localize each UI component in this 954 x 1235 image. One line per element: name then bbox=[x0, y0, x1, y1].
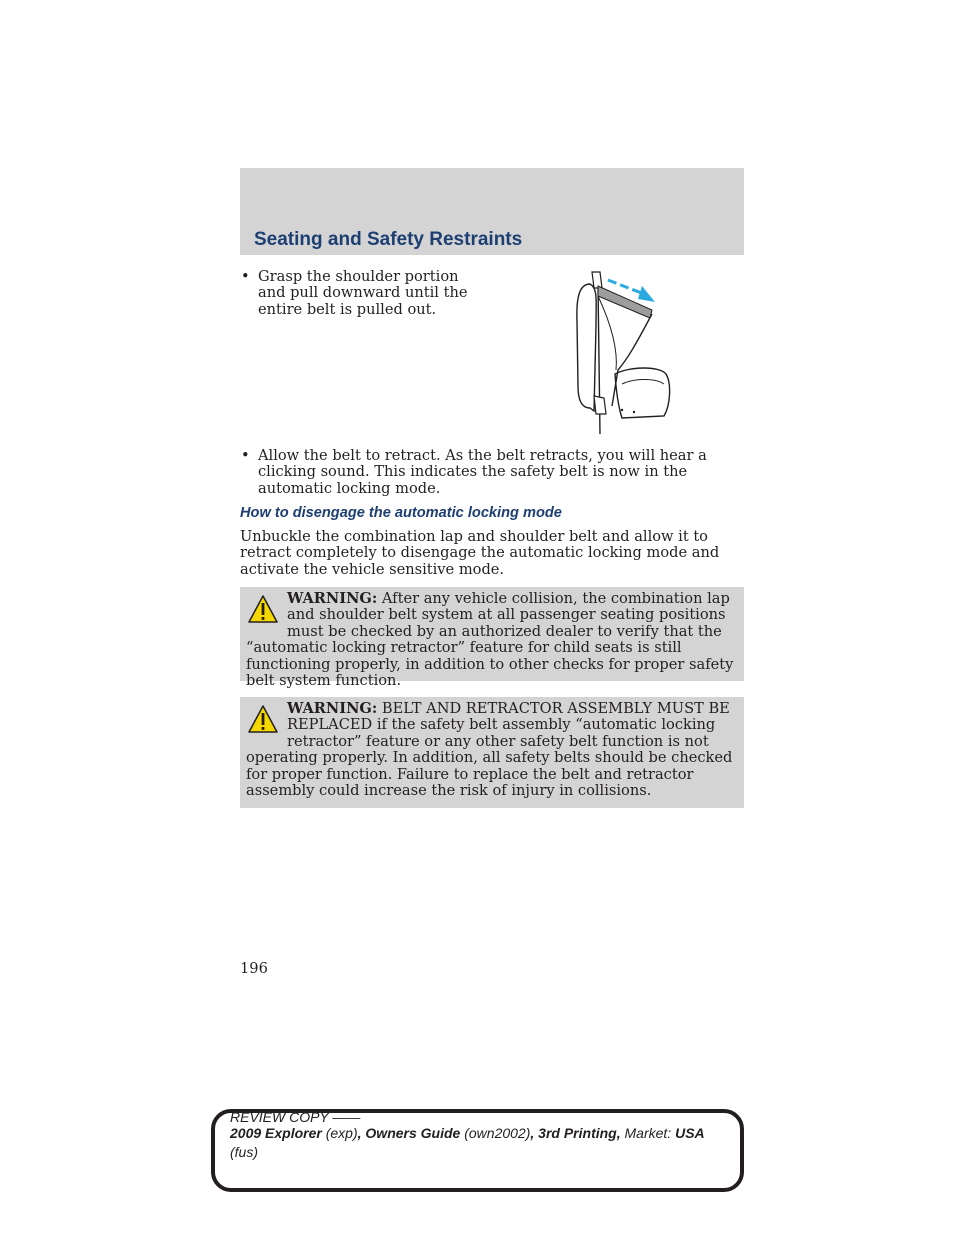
seat-back-outline bbox=[577, 284, 596, 411]
warning-body: BELT AND RETRACTOR ASSEMBLY MUST BE REPLACED if the safety belt assembly “automatic locking retractor” feature or any other safety belt function is not operating properly. In addition, all safety belts should be checked for proper function. Failure to replace the belt and retractor assembly could increase the risk of injury in collisions. bbox=[246, 700, 733, 800]
footer-separator: , bbox=[530, 1125, 539, 1141]
section-title: Seating and Safety Restraints bbox=[254, 229, 523, 250]
footer-market-code: (fus) bbox=[230, 1144, 258, 1160]
warning-label: WARNING: bbox=[287, 700, 378, 717]
bullet-symbol: • bbox=[241, 447, 250, 464]
footer-review-copy bbox=[230, 1110, 735, 1162]
warning-box-collision bbox=[240, 587, 744, 690]
bullet-text: Allow the belt to retract. As the belt retracts, you will hear a clicking sound. This indicates the safety belt is now in the automatic locking mode. bbox=[258, 447, 707, 497]
bullet-symbol: • bbox=[241, 268, 250, 285]
footer-guide: Owners Guide bbox=[365, 1125, 461, 1141]
belt-anchor bbox=[592, 272, 602, 288]
warning-text bbox=[246, 701, 738, 799]
pull-direction-arrowhead bbox=[638, 286, 655, 302]
seat-dot-1 bbox=[621, 409, 623, 411]
footer-market-label: Market: bbox=[620, 1125, 676, 1141]
warning-box-replace-assembly bbox=[240, 697, 744, 808]
belt-buckle bbox=[594, 396, 606, 414]
page-number: 196 bbox=[240, 960, 268, 977]
footer-guide-code: (own2002) bbox=[460, 1125, 531, 1141]
seat-belt-pull-down-illustration bbox=[560, 266, 680, 438]
footer-model: 2009 Explorer bbox=[230, 1125, 322, 1141]
seat-dot-2 bbox=[633, 411, 635, 413]
belt-drape-inner bbox=[598, 296, 616, 370]
paragraph-disengage: Unbuckle the combination lap and shoulder belt and allow it to retract completely to disengage the automatic locking mode and activate the vehicle sensitive mode. bbox=[240, 528, 720, 578]
section-header-band bbox=[240, 168, 744, 255]
footer-printing: 3rd Printing, bbox=[538, 1125, 621, 1141]
subheading-disengage: How to disengage the automatic locking mode bbox=[240, 505, 562, 521]
footer-model-code: (exp) bbox=[321, 1125, 358, 1141]
seat-cushion-outline bbox=[615, 368, 670, 418]
footer-separator: , bbox=[357, 1125, 366, 1141]
warning-text bbox=[246, 591, 738, 689]
bullet-item-retract-belt bbox=[240, 448, 740, 497]
bullet-item-pull-belt bbox=[240, 269, 490, 318]
pull-direction-dashes bbox=[608, 280, 644, 294]
footer-edition-line bbox=[230, 1124, 735, 1143]
warning-label: WARNING: bbox=[287, 590, 378, 607]
warning-body: After any vehicle collision, the combination lap and shoulder belt system at all passenger seating positions must be checked by an authorized dealer to verify that the “automatic locking retractor” feature for child seats is still functioning properly, in addition to other checks for proper safety belt system function. bbox=[246, 590, 734, 690]
footer-market: USA bbox=[675, 1125, 705, 1141]
warning-triangle-icon bbox=[247, 704, 279, 734]
bullet-text: Grasp the shoulder portion and pull downward until the entire belt is pulled out. bbox=[258, 268, 468, 318]
warning-triangle-icon bbox=[247, 594, 279, 624]
footer-review-label: REVIEW COPY —— bbox=[230, 1109, 361, 1125]
